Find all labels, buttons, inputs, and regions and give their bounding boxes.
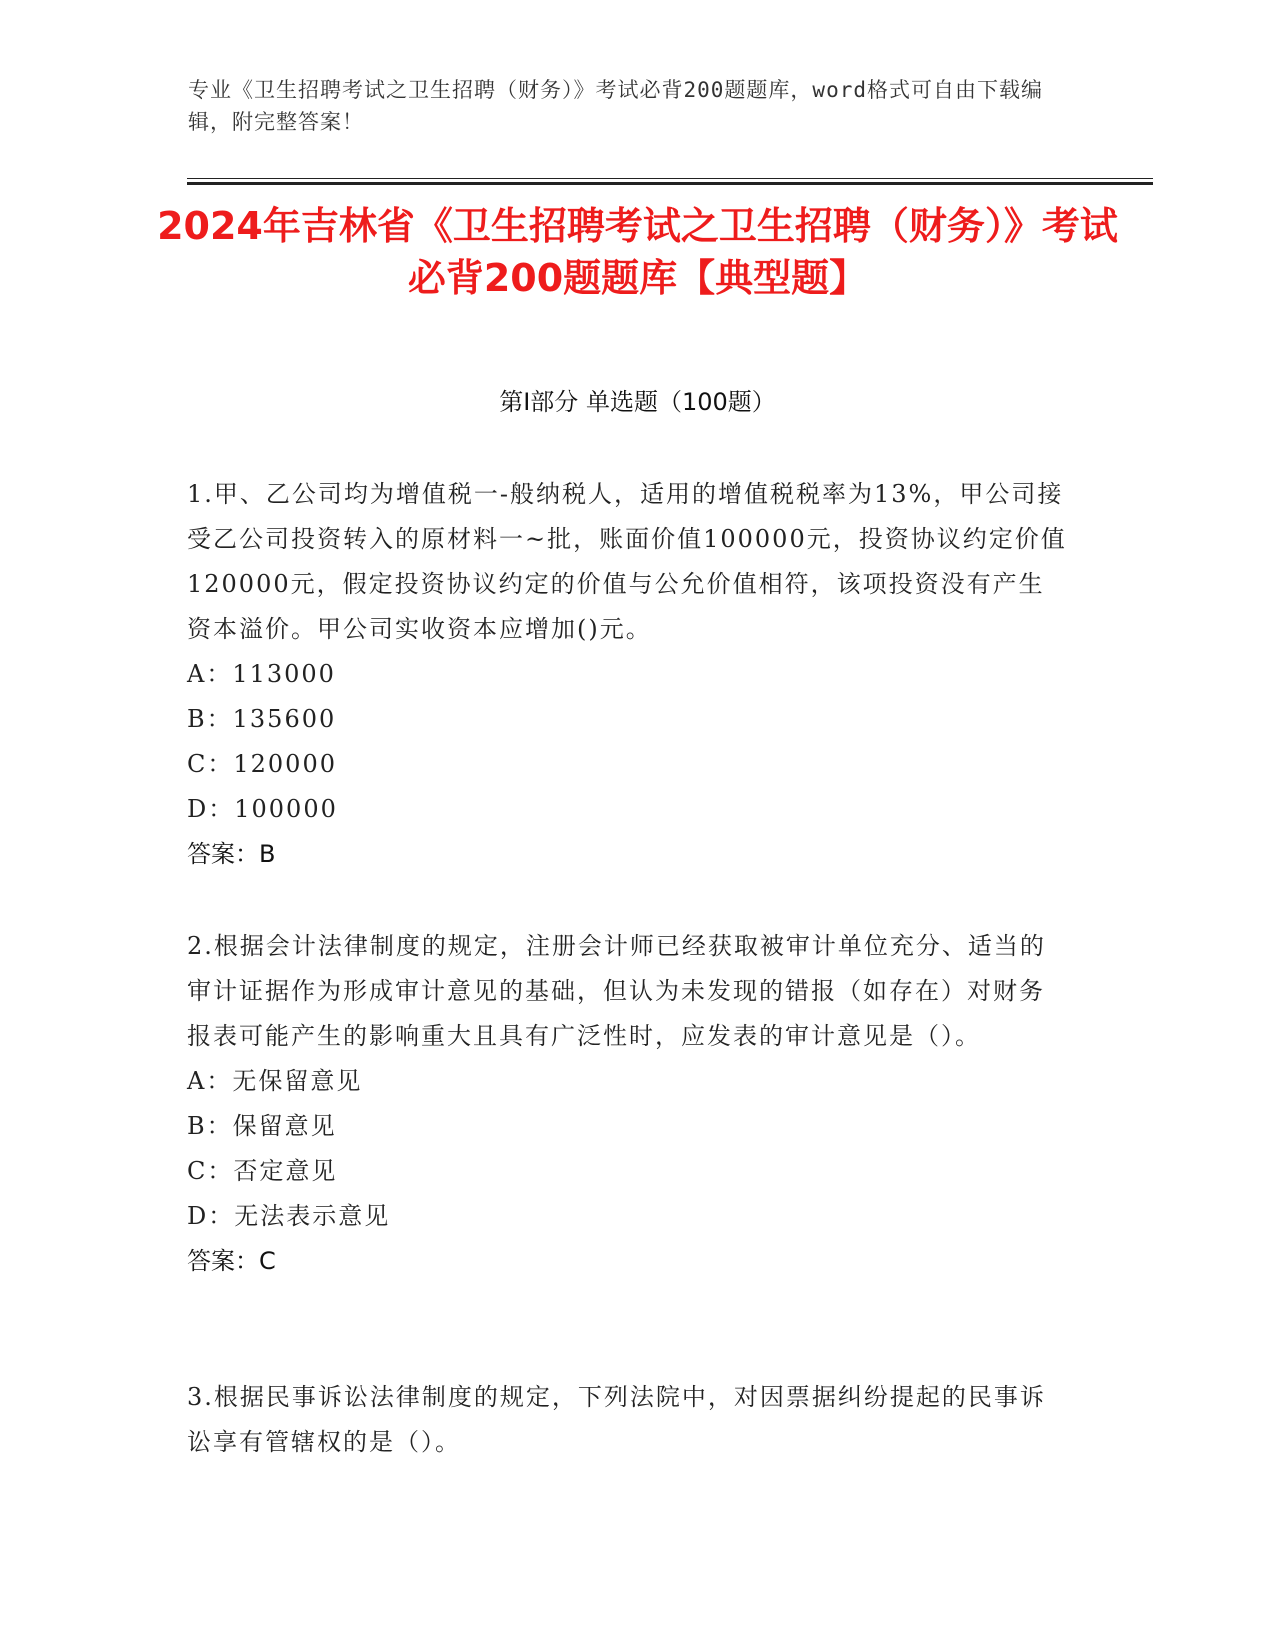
option-b: B：135600 xyxy=(187,705,337,733)
option-c: C：120000 xyxy=(187,750,337,778)
header-divider-thin xyxy=(187,178,1153,179)
question-1 xyxy=(187,472,1067,877)
question-3 xyxy=(187,1375,1067,1465)
option-d: D：无法表示意见 xyxy=(187,1202,391,1230)
question-stem: 1.甲、乙公司均为增值税一-般纳税人，适用的增值税税率为13%，甲公司接受乙公司投资转入的原材料一~批，账面价值100000元，投资协议约定价值120000元，假定投资协议约定的价值与公允价值相符，该项投资没有产生资本溢价。甲公司实收资本应增加()元。 xyxy=(187,480,1067,643)
answer-line: 答案：B xyxy=(187,840,276,868)
option-c: C：否定意见 xyxy=(187,1157,338,1185)
header-divider-thick xyxy=(187,182,1153,185)
header-note: 专业《卫生招聘考试之卫生招聘（财务）》考试必背200题题库，word格式可自由下载编辑，附完整答案！ xyxy=(188,78,1043,134)
question-2 xyxy=(187,924,1067,1284)
option-b: B：保留意见 xyxy=(187,1112,337,1140)
document-title: 2024年吉林省《卫生招聘考试之卫生招聘（财务）》考试必背200题题库【典型题】 xyxy=(157,204,1118,300)
answer-line: 答案：C xyxy=(187,1247,276,1275)
option-d: D：100000 xyxy=(187,795,338,823)
section-heading: 第Ⅰ部分 单选题（100题） xyxy=(499,388,776,416)
question-stem: 3.根据民事诉讼法律制度的规定，下列法院中，对因票据纠纷提起的民事诉讼享有管辖权的是（）。 xyxy=(187,1383,1046,1456)
question-stem: 2.根据会计法律制度的规定，注册会计师已经获取被审计单位充分、适当的审计证据作为形成审计意见的基础，但认为未发现的错报（如存在）对财务报表可能产生的影响重大且具有广泛性时，应发表的审计意见是（）。 xyxy=(187,932,1046,1050)
option-a: A：无保留意见 xyxy=(187,1067,363,1095)
option-a: A：113000 xyxy=(187,660,336,688)
